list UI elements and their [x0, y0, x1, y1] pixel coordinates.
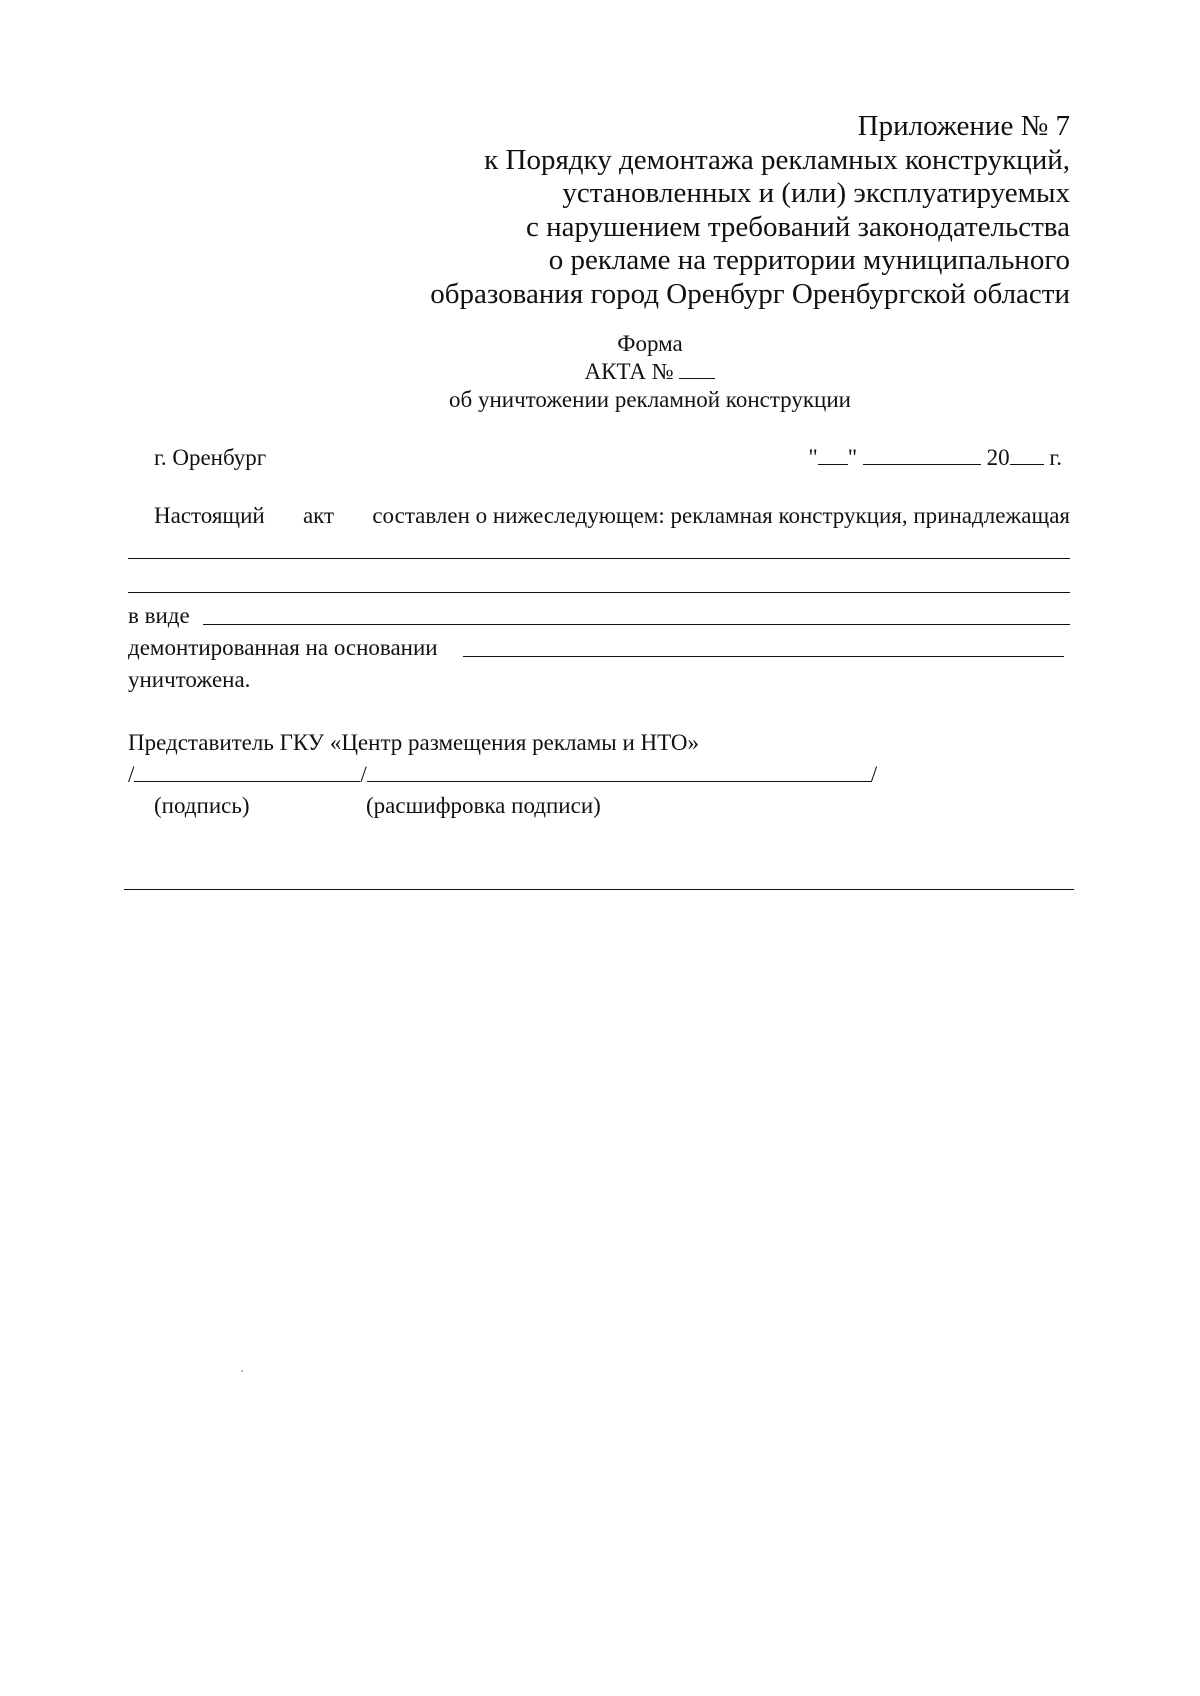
- decoding-blank: [367, 759, 871, 782]
- form-label: Форма: [617, 331, 683, 356]
- intro-text: [154, 502, 1070, 530]
- owner-blank-line-2: [128, 592, 1070, 593]
- appendix-line-6: образования город Оренбург Оренбургской области: [430, 277, 1070, 310]
- decoding-caption: (расшифровка подписи): [366, 793, 601, 818]
- slash-2: /: [360, 762, 367, 787]
- slash-3: /: [870, 762, 878, 787]
- signature-blank: [134, 759, 360, 782]
- intro-word-3: составлен о нижеследующем: рекламная конструкция, принадлежащая: [372, 503, 1070, 528]
- date-field: [808, 444, 1062, 472]
- year-blank: [1010, 444, 1044, 465]
- basis-label: демонтированная на основании: [128, 635, 438, 660]
- owner-blank-line-1: [128, 558, 1070, 559]
- year-suffix: г.: [1049, 445, 1062, 470]
- form-type-label: в виде: [128, 603, 190, 628]
- month-blank: [863, 444, 981, 465]
- intro-word-1: Настоящий: [154, 503, 265, 528]
- act-number-row: [0, 358, 1200, 386]
- appendix-number: Приложение № 7: [857, 110, 1070, 142]
- appendix-line-2: к Порядку демонтажа рекламных конструкций,: [484, 143, 1070, 176]
- appendix-header: [430, 110, 1070, 311]
- intro-word-2: акт: [302, 503, 335, 528]
- form-type-blank: [203, 624, 1070, 625]
- appendix-line-4: с нарушением требований законодательства: [526, 210, 1070, 243]
- slash-1: /: [128, 762, 135, 787]
- city-label: г. Оренбург: [154, 445, 267, 470]
- basis-blank: [463, 656, 1064, 657]
- appendix-line-3: установленных и (или) эксплуатируемых: [562, 177, 1070, 209]
- signature-row: [128, 759, 877, 789]
- form-title: [0, 330, 1200, 414]
- appendix-line-5: о рекламе на территории муниципального: [548, 244, 1070, 276]
- scan-speck: [241, 1370, 243, 1372]
- day-blank: [818, 444, 848, 465]
- act-number-blank: [679, 358, 715, 379]
- date-quote-close: ": [847, 445, 858, 470]
- representative-label: Представитель ГКУ «Центр размещения рекламы и НТО»: [128, 730, 699, 755]
- date-quote-open: ": [808, 445, 818, 470]
- signature-caption: (подпись): [154, 793, 250, 818]
- bottom-separator-line: [124, 889, 1074, 890]
- year-prefix: 20: [986, 445, 1010, 470]
- act-prefix: АКТА №: [584, 359, 674, 384]
- destroyed-text: уничтожена.: [128, 667, 251, 692]
- act-subject: об уничтожении рекламной конструкции: [449, 387, 851, 412]
